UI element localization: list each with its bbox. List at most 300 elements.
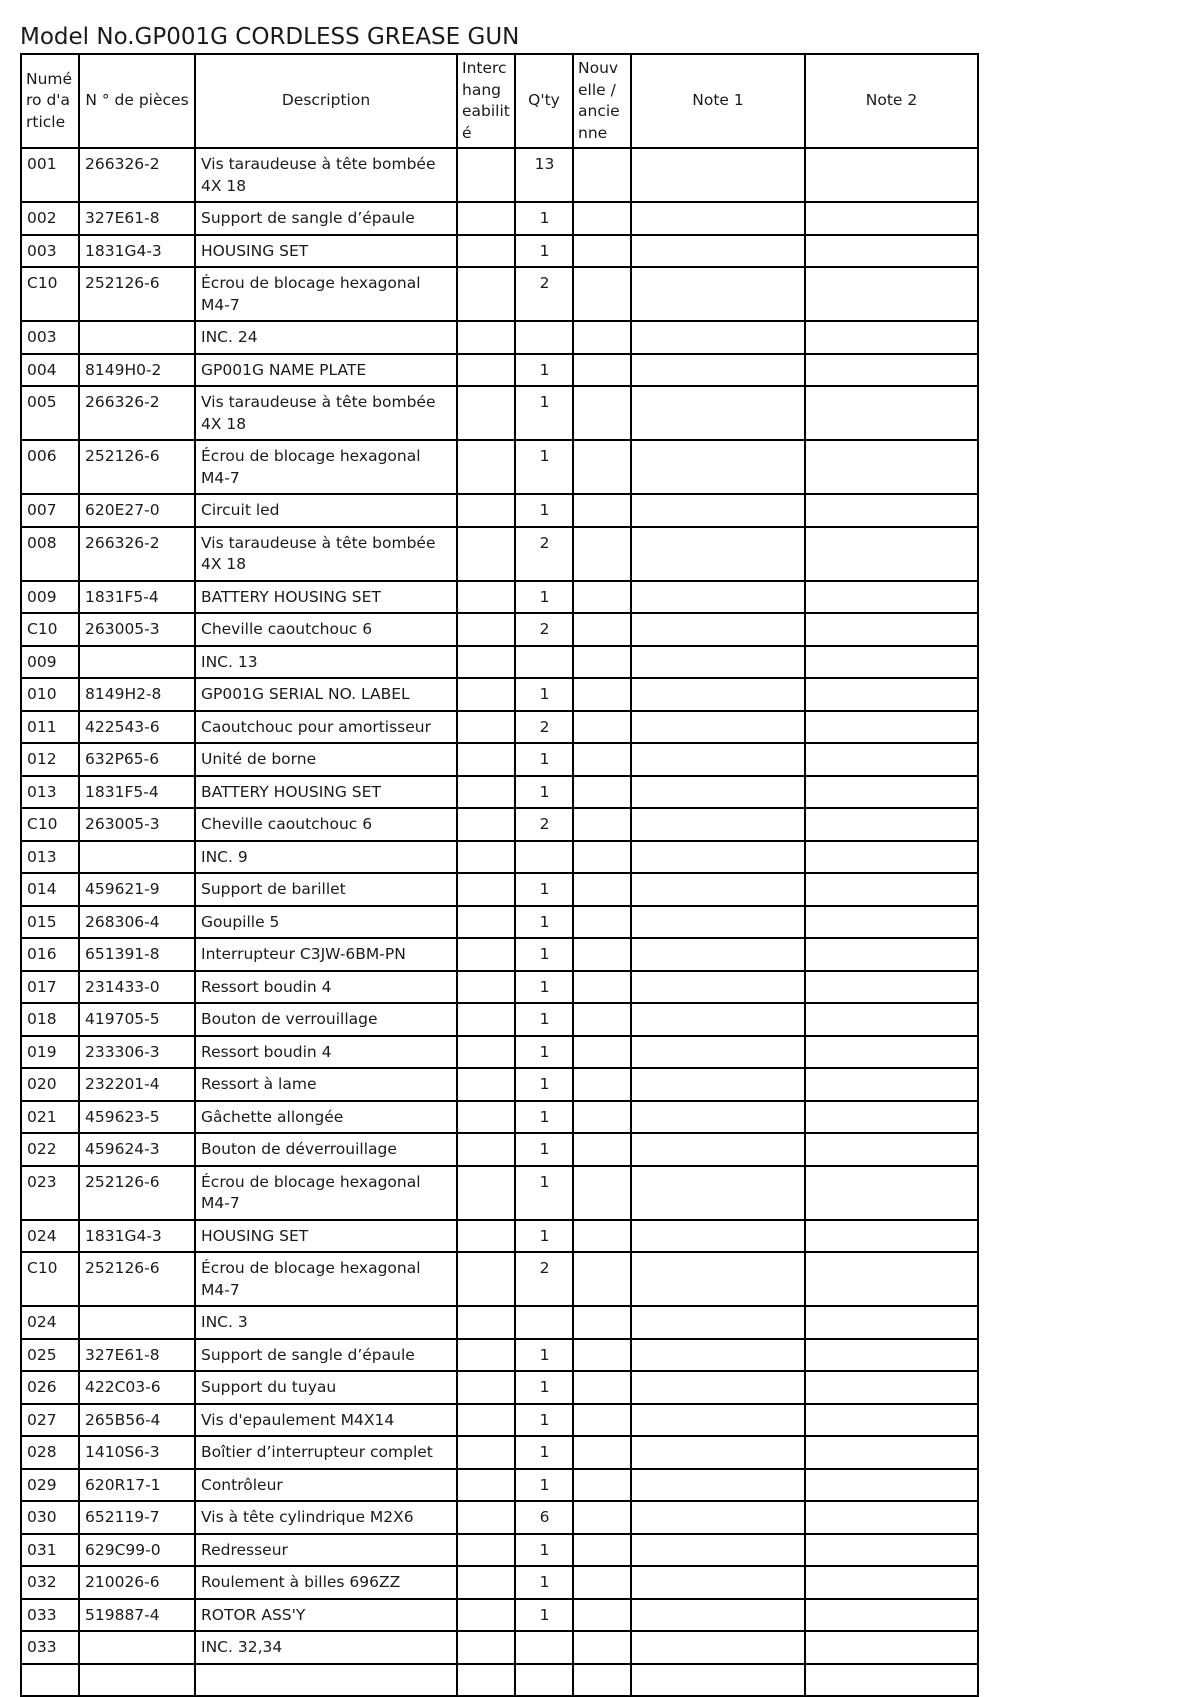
table-row [21,1166,978,1220]
item-number-cell: 019 [21,1036,79,1069]
note-1-cell [631,1469,805,1502]
new-old-cell [573,148,631,202]
item-number-cell: 033 [21,1631,79,1664]
note-2-cell [805,1252,978,1306]
item-number-cell: 010 [21,678,79,711]
quantity-cell [515,1306,573,1339]
note-1-cell [631,1036,805,1069]
new-old-cell [573,1101,631,1134]
quantity-cell: 2 [515,711,573,744]
interchangeability-cell [457,1068,515,1101]
description-cell: Support de barillet [195,873,457,906]
interchangeability-cell [457,1306,515,1339]
quantity-cell: 1 [515,235,573,268]
interchangeability-cell [457,873,515,906]
note-2-cell [805,1003,978,1036]
quantity-cell: 1 [515,1068,573,1101]
interchangeability-cell [457,202,515,235]
part-number-cell: 419705-5 [79,1003,195,1036]
item-number-cell: 033 [21,1599,79,1632]
table-row [21,1252,978,1306]
description-cell: Vis à tête cylindrique M2X6 [195,1501,457,1534]
new-old-cell [573,1371,631,1404]
new-old-cell [573,527,631,581]
interchangeability-cell [457,494,515,527]
note-2-cell [805,1133,978,1166]
interchangeability-cell [457,938,515,971]
interchangeability-cell [457,148,515,202]
description-cell: Unité de borne [195,743,457,776]
header-note-1: Note 1 [631,54,805,148]
item-number-cell: 007 [21,494,79,527]
description-cell [195,1664,457,1696]
note-2-cell [805,1664,978,1696]
note-1-cell [631,581,805,614]
note-2-cell [805,1631,978,1664]
interchangeability-cell [457,1371,515,1404]
part-number-cell [79,1631,195,1664]
new-old-cell [573,1566,631,1599]
interchangeability-cell [457,1101,515,1134]
description-cell: Ressort boudin 4 [195,1036,457,1069]
description-cell: GP001G NAME PLATE [195,354,457,387]
table-row [21,906,978,939]
description-cell: INC. 32,34 [195,1631,457,1664]
note-1-cell [631,906,805,939]
note-2-cell [805,1501,978,1534]
note-2-cell [805,1220,978,1253]
description-cell: Circuit led [195,494,457,527]
parts-table-body [21,148,978,1696]
note-1-cell [631,1404,805,1437]
new-old-cell [573,1631,631,1664]
note-2-cell [805,841,978,874]
table-header-row [21,54,978,148]
part-number-cell: 519887-4 [79,1599,195,1632]
note-2-cell [805,1339,978,1372]
quantity-cell [515,1664,573,1696]
quantity-cell: 1 [515,1599,573,1632]
interchangeability-cell [457,776,515,809]
new-old-cell [573,1220,631,1253]
part-number-cell: 632P65-6 [79,743,195,776]
note-1-cell [631,1101,805,1134]
part-number-cell: 422C03-6 [79,1371,195,1404]
table-row [21,1631,978,1664]
part-number-cell: 8149H0-2 [79,354,195,387]
description-cell: Gâchette allongée [195,1101,457,1134]
note-1-cell [631,1252,805,1306]
quantity-cell: 1 [515,1436,573,1469]
part-number-cell: 327E61-8 [79,202,195,235]
new-old-cell [573,321,631,354]
quantity-cell [515,321,573,354]
part-number-cell: 263005-3 [79,808,195,841]
header-part-number: N ° de pièces [79,54,195,148]
description-cell: Support du tuyau [195,1371,457,1404]
note-2-cell [805,1068,978,1101]
note-1-cell [631,1534,805,1567]
new-old-cell [573,1436,631,1469]
note-2-cell [805,971,978,1004]
quantity-cell: 1 [515,1469,573,1502]
part-number-cell: 422543-6 [79,711,195,744]
table-row [21,148,978,202]
new-old-cell [573,1664,631,1696]
interchangeability-cell [457,711,515,744]
note-1-cell [631,267,805,321]
note-2-cell [805,1566,978,1599]
item-number-cell: 009 [21,646,79,679]
interchangeability-cell [457,1220,515,1253]
note-2-cell [805,1534,978,1567]
parts-table [20,53,979,1697]
table-row [21,527,978,581]
quantity-cell: 1 [515,1036,573,1069]
part-number-cell: 1831G4-3 [79,1220,195,1253]
description-cell: BATTERY HOUSING SET [195,776,457,809]
note-1-cell [631,646,805,679]
note-2-cell [805,743,978,776]
interchangeability-cell [457,1252,515,1306]
interchangeability-cell [457,1631,515,1664]
description-cell: Vis taraudeuse à tête bombée 4X 18 [195,527,457,581]
table-row [21,711,978,744]
item-number-cell: 003 [21,235,79,268]
part-number-cell: 232201-4 [79,1068,195,1101]
new-old-cell [573,1534,631,1567]
note-1-cell [631,1306,805,1339]
quantity-cell: 1 [515,1371,573,1404]
part-number-cell [79,1306,195,1339]
note-2-cell [805,321,978,354]
quantity-cell: 2 [515,613,573,646]
quantity-cell: 1 [515,440,573,494]
new-old-cell [573,613,631,646]
table-row [21,678,978,711]
quantity-cell [515,841,573,874]
quantity-cell: 1 [515,202,573,235]
new-old-cell [573,841,631,874]
new-old-cell [573,1404,631,1437]
description-cell: Vis d'epaulement M4X14 [195,1404,457,1437]
interchangeability-cell [457,808,515,841]
interchangeability-cell [457,581,515,614]
note-2-cell [805,1306,978,1339]
part-number-cell: 459623-5 [79,1101,195,1134]
description-cell: Bouton de déverrouillage [195,1133,457,1166]
item-number-cell: 012 [21,743,79,776]
new-old-cell [573,1003,631,1036]
description-cell: HOUSING SET [195,235,457,268]
quantity-cell: 1 [515,1133,573,1166]
header-new-old: Nouv elle / ancie nne [573,54,631,148]
note-1-cell [631,440,805,494]
note-1-cell [631,1068,805,1101]
table-row [21,1469,978,1502]
table-row [21,971,978,1004]
table-row [21,1068,978,1101]
note-1-cell [631,613,805,646]
interchangeability-cell [457,1436,515,1469]
note-1-cell [631,1436,805,1469]
interchangeability-cell [457,1036,515,1069]
item-number-cell: 029 [21,1469,79,1502]
table-row [21,938,978,971]
item-number-cell: 011 [21,711,79,744]
interchangeability-cell [457,743,515,776]
part-number-cell: 252126-6 [79,440,195,494]
item-number-cell: 014 [21,873,79,906]
new-old-cell [573,1306,631,1339]
item-number-cell: 032 [21,1566,79,1599]
quantity-cell: 1 [515,1101,573,1134]
new-old-cell [573,743,631,776]
item-number-cell: 022 [21,1133,79,1166]
quantity-cell: 1 [515,1339,573,1372]
new-old-cell [573,873,631,906]
interchangeability-cell [457,386,515,440]
part-number-cell: 210026-6 [79,1566,195,1599]
note-1-cell [631,678,805,711]
new-old-cell [573,386,631,440]
new-old-cell [573,1501,631,1534]
new-old-cell [573,776,631,809]
description-cell: Écrou de blocage hexagonal M4-7 [195,1166,457,1220]
interchangeability-cell [457,906,515,939]
description-cell: Redresseur [195,1534,457,1567]
item-number-cell: 004 [21,354,79,387]
description-cell: Support de sangle d’épaule [195,1339,457,1372]
table-row [21,1534,978,1567]
new-old-cell [573,971,631,1004]
table-row [21,1306,978,1339]
description-cell: Ressort boudin 4 [195,971,457,1004]
part-number-cell: 1831F5-4 [79,581,195,614]
quantity-cell: 2 [515,1252,573,1306]
new-old-cell [573,1068,631,1101]
description-cell: Boîtier d’interrupteur complet [195,1436,457,1469]
table-row [21,354,978,387]
note-1-cell [631,1599,805,1632]
part-number-cell: 266326-2 [79,148,195,202]
note-1-cell [631,386,805,440]
new-old-cell [573,494,631,527]
note-1-cell [631,148,805,202]
table-row [21,1599,978,1632]
table-row [21,267,978,321]
note-2-cell [805,938,978,971]
note-2-cell [805,440,978,494]
item-number-cell: 024 [21,1306,79,1339]
interchangeability-cell [457,235,515,268]
item-number-cell: 020 [21,1068,79,1101]
new-old-cell [573,646,631,679]
table-row [21,1436,978,1469]
item-number-cell: C10 [21,613,79,646]
interchangeability-cell [457,1534,515,1567]
description-cell: Roulement à billes 696ZZ [195,1566,457,1599]
table-row [21,808,978,841]
quantity-cell: 2 [515,267,573,321]
quantity-cell: 1 [515,776,573,809]
quantity-cell: 1 [515,354,573,387]
quantity-cell: 2 [515,527,573,581]
part-number-cell: 327E61-8 [79,1339,195,1372]
table-row [21,235,978,268]
header-note-2: Note 2 [805,54,978,148]
item-number-cell: 003 [21,321,79,354]
note-2-cell [805,1036,978,1069]
note-2-cell [805,711,978,744]
interchangeability-cell [457,1599,515,1632]
item-number-cell: 024 [21,1220,79,1253]
quantity-cell [515,646,573,679]
table-row [21,743,978,776]
new-old-cell [573,440,631,494]
new-old-cell [573,202,631,235]
description-cell: Écrou de blocage hexagonal M4-7 [195,1252,457,1306]
interchangeability-cell [457,646,515,679]
item-number-cell: 013 [21,776,79,809]
item-number-cell: 028 [21,1436,79,1469]
part-number-cell: 252126-6 [79,1252,195,1306]
description-cell: Cheville caoutchouc 6 [195,613,457,646]
new-old-cell [573,235,631,268]
table-row [21,1404,978,1437]
interchangeability-cell [457,1566,515,1599]
part-number-cell: 652119-7 [79,1501,195,1534]
description-cell: INC. 24 [195,321,457,354]
table-row [21,1133,978,1166]
quantity-cell: 1 [515,873,573,906]
note-2-cell [805,354,978,387]
note-1-cell [631,527,805,581]
part-number-cell [79,646,195,679]
note-1-cell [631,938,805,971]
new-old-cell [573,1133,631,1166]
new-old-cell [573,711,631,744]
description-cell: INC. 3 [195,1306,457,1339]
note-2-cell [805,808,978,841]
item-number-cell: 016 [21,938,79,971]
item-number-cell: 023 [21,1166,79,1220]
note-1-cell [631,1566,805,1599]
description-cell: GP001G SERIAL NO. LABEL [195,678,457,711]
interchangeability-cell [457,267,515,321]
part-number-cell: 233306-3 [79,1036,195,1069]
new-old-cell [573,1166,631,1220]
interchangeability-cell [457,971,515,1004]
note-2-cell [805,1436,978,1469]
quantity-cell: 1 [515,1166,573,1220]
part-number-cell: 620E27-0 [79,494,195,527]
table-row [21,873,978,906]
interchangeability-cell [457,1003,515,1036]
item-number-cell: 008 [21,527,79,581]
quantity-cell: 1 [515,1566,573,1599]
item-number-cell: 031 [21,1534,79,1567]
part-number-cell: 252126-6 [79,267,195,321]
table-row [21,581,978,614]
header-interchangeability: Interc hang eabilit é [457,54,515,148]
part-number-cell: 8149H2-8 [79,678,195,711]
note-1-cell [631,743,805,776]
note-1-cell [631,1166,805,1220]
part-number-cell [79,841,195,874]
table-row [21,1220,978,1253]
interchangeability-cell [457,1166,515,1220]
note-1-cell [631,1003,805,1036]
note-1-cell [631,808,805,841]
note-1-cell [631,202,805,235]
part-number-cell: 1410S6-3 [79,1436,195,1469]
note-1-cell [631,1220,805,1253]
quantity-cell: 13 [515,148,573,202]
note-1-cell [631,1339,805,1372]
table-row [21,776,978,809]
description-cell: Écrou de blocage hexagonal M4-7 [195,267,457,321]
quantity-cell: 2 [515,808,573,841]
item-number-cell: 002 [21,202,79,235]
header-quantity: Q'ty [515,54,573,148]
interchangeability-cell [457,440,515,494]
interchangeability-cell [457,841,515,874]
part-number-cell: 620R17-1 [79,1469,195,1502]
quantity-cell: 1 [515,906,573,939]
item-number-cell: 025 [21,1339,79,1372]
quantity-cell: 1 [515,1220,573,1253]
new-old-cell [573,1469,631,1502]
note-2-cell [805,873,978,906]
item-number-cell: 009 [21,581,79,614]
description-cell: Bouton de verrouillage [195,1003,457,1036]
item-number-cell: 001 [21,148,79,202]
part-number-cell [79,321,195,354]
description-cell: Écrou de blocage hexagonal M4-7 [195,440,457,494]
item-number-cell: 017 [21,971,79,1004]
new-old-cell [573,906,631,939]
new-old-cell [573,1252,631,1306]
note-2-cell [805,1599,978,1632]
description-cell: HOUSING SET [195,1220,457,1253]
item-number-cell: 021 [21,1101,79,1134]
header-item-number: Numé ro d'a rticle [21,54,79,148]
table-row [21,386,978,440]
new-old-cell [573,354,631,387]
note-2-cell [805,1101,978,1134]
note-1-cell [631,971,805,1004]
note-1-cell [631,494,805,527]
table-row [21,613,978,646]
description-cell: Vis taraudeuse à tête bombée 4X 18 [195,148,457,202]
note-2-cell [805,1166,978,1220]
item-number-cell: C10 [21,808,79,841]
note-2-cell [805,235,978,268]
table-row [21,1101,978,1134]
new-old-cell [573,1599,631,1632]
note-2-cell [805,1404,978,1437]
interchangeability-cell [457,1469,515,1502]
new-old-cell [573,1339,631,1372]
note-1-cell [631,1664,805,1696]
description-cell: INC. 13 [195,646,457,679]
note-2-cell [805,527,978,581]
item-number-cell: 027 [21,1404,79,1437]
note-2-cell [805,776,978,809]
description-cell: ROTOR ASS'Y [195,1599,457,1632]
part-number-cell [79,1664,195,1696]
